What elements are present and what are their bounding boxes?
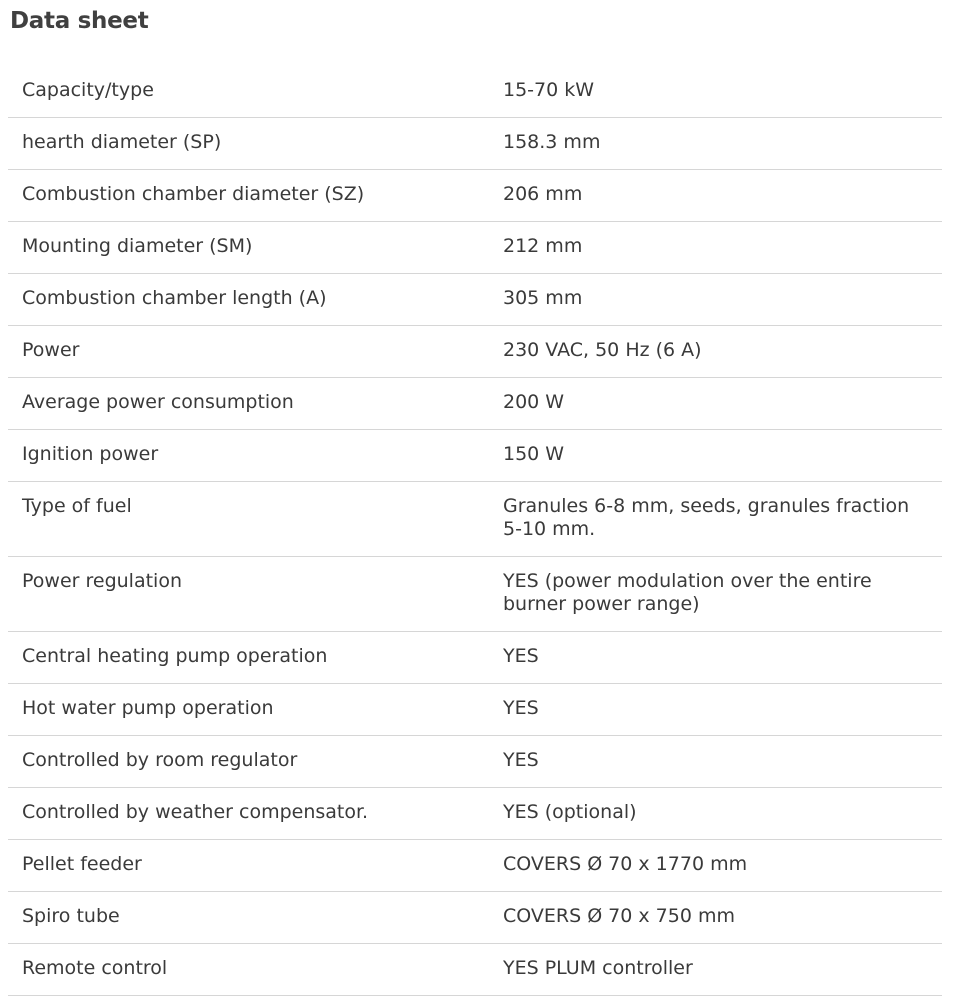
spec-label: Ignition power — [8, 430, 475, 482]
table-row — [8, 170, 942, 222]
spec-label: Combustion chamber length (A) — [8, 274, 475, 326]
table-row — [8, 326, 942, 378]
table-row — [8, 557, 942, 632]
spec-value: YES — [475, 684, 942, 736]
table-row — [8, 684, 942, 736]
spec-label: Average power consumption — [8, 378, 475, 430]
spec-label: Controlled by room regulator — [8, 736, 475, 788]
spec-value: 15-70 kW — [475, 66, 942, 118]
spec-value: 305 mm — [475, 274, 942, 326]
spec-value: 158.3 mm — [475, 118, 942, 170]
spec-label: Power — [8, 326, 475, 378]
spec-value: 200 W — [475, 378, 942, 430]
table-row — [8, 222, 942, 274]
table-row — [8, 944, 942, 996]
table-row — [8, 632, 942, 684]
spec-value: COVERS Ø 70 x 750 mm — [475, 892, 942, 944]
table-row — [8, 66, 942, 118]
table-row — [8, 840, 942, 892]
spec-label: Power regulation — [8, 557, 475, 632]
spec-label: Controlled by weather compensator. — [8, 788, 475, 840]
spec-value: 212 mm — [475, 222, 942, 274]
spec-label: Combustion chamber diameter (SZ) — [8, 170, 475, 222]
spec-label: hearth diameter (SP) — [8, 118, 475, 170]
spec-value: YES (power modulation over the entire burner power range) — [475, 557, 942, 632]
spec-label: Hot water pump operation — [8, 684, 475, 736]
spec-table — [8, 66, 942, 996]
page-title: Data sheet — [10, 8, 149, 34]
spec-label: Type of fuel — [8, 482, 475, 557]
spec-value: YES PLUM controller — [475, 944, 942, 996]
spec-value: YES — [475, 632, 942, 684]
spec-label: Spiro tube — [8, 892, 475, 944]
table-row — [8, 736, 942, 788]
table-row — [8, 118, 942, 170]
table-row — [8, 378, 942, 430]
spec-value: Granules 6-8 mm, seeds, granules fraction 5-10 mm. — [475, 482, 942, 557]
table-row — [8, 274, 942, 326]
spec-value: COVERS Ø 70 x 1770 mm — [475, 840, 942, 892]
table-row — [8, 788, 942, 840]
spec-label: Pellet feeder — [8, 840, 475, 892]
table-row — [8, 482, 942, 557]
spec-value: 150 W — [475, 430, 942, 482]
spec-label: Capacity/type — [8, 66, 475, 118]
spec-value: YES — [475, 736, 942, 788]
table-row — [8, 430, 942, 482]
spec-label: Central heating pump operation — [8, 632, 475, 684]
spec-value: YES (optional) — [475, 788, 942, 840]
spec-value: 206 mm — [475, 170, 942, 222]
table-row — [8, 892, 942, 944]
spec-label: Remote control — [8, 944, 475, 996]
spec-value: 230 VAC, 50 Hz (6 A) — [475, 326, 942, 378]
spec-label: Mounting diameter (SM) — [8, 222, 475, 274]
